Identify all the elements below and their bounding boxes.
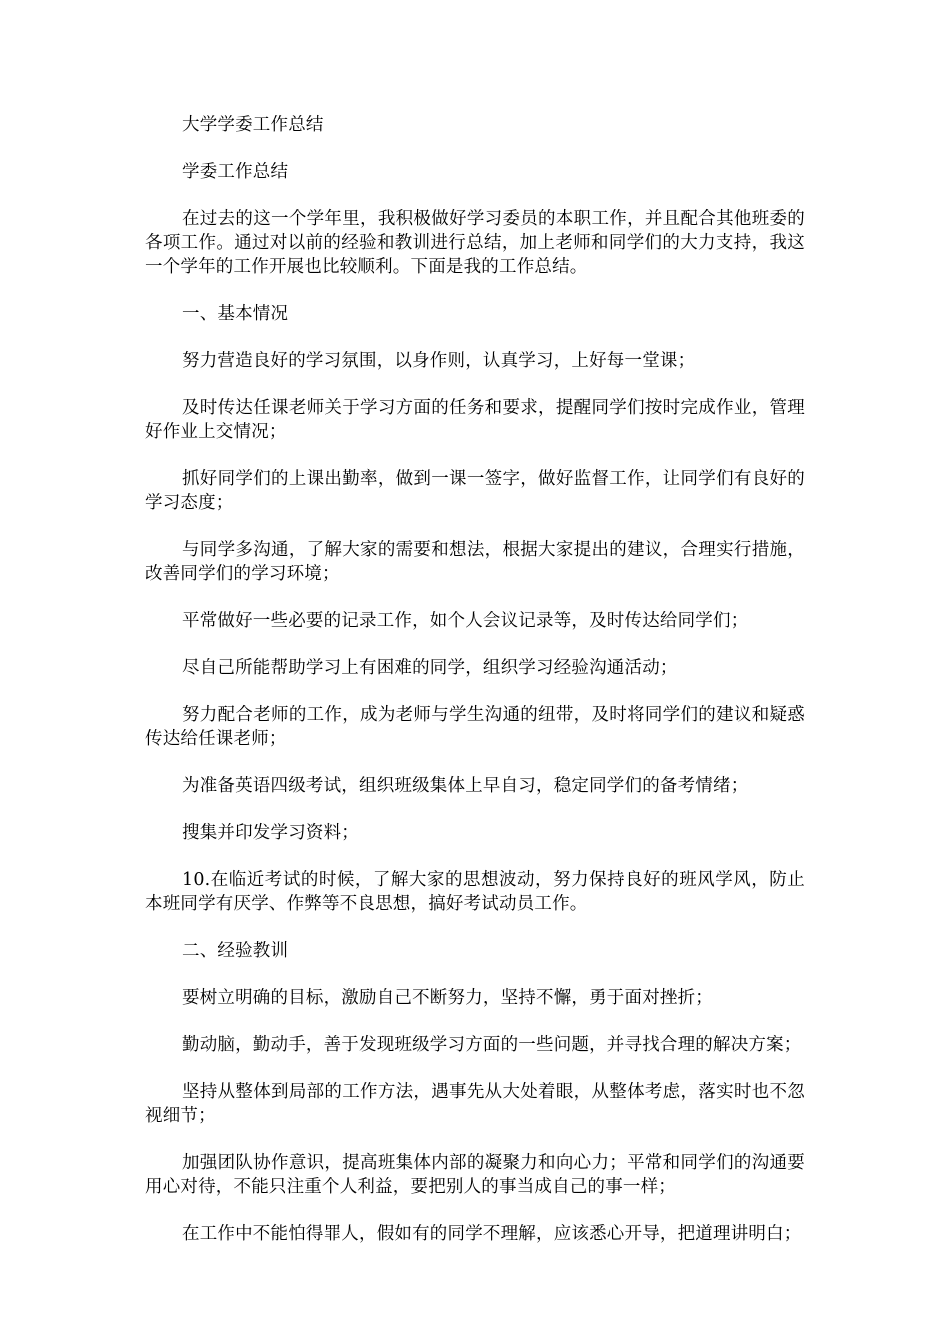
list-item: 要树立明确的目标，激励自己不断努力，坚持不懈，勇于面对挫折； <box>182 988 713 1008</box>
section-heading-basic: 一、基本情况 <box>182 304 289 324</box>
list-item: 勤动脑，勤动手，善于发现班级学习方面的一些问题，并寻找合理的解决方案； <box>182 1035 802 1055</box>
list-item: 抓好同学们的上课出勤率，做到一课一签字，做好监督工作，让同学们有良好的学习态度； <box>145 469 805 513</box>
list-item: 与同学多沟通，了解大家的需要和想法，根据大家提出的建议，合理实行措施，改善同学们的学习环境； <box>145 540 805 584</box>
list-item: 尽自己所能帮助学习上有困难的同学，组织学习经验沟通活动； <box>182 658 678 678</box>
list-item: 在工作中不能怕得罪人，假如有的同学不理解，应该悉心开导，把道理讲明白； <box>182 1224 802 1244</box>
document-body <box>145 113 805 1269</box>
intro-paragraph: 在过去的这一个学年里，我积极做好学习委员的本职工作，并且配合其他班委的各项工作。通过对以前的经验和教训进行总结，加上老师和同学们的大力支持，我这一个学年的工作开展也比较顺利。下面是我的工作总结。 <box>145 209 805 277</box>
list-item: 坚持从整体到局部的工作方法，遇事先从大处着眼，从整体考虑，落实时也不忽视细节； <box>145 1082 805 1126</box>
section-heading-lessons: 二、经验教训 <box>182 941 289 961</box>
document-title: 大学学委工作总结 <box>182 115 324 135</box>
document-subtitle: 学委工作总结 <box>182 162 289 182</box>
list-item: 10.在临近考试的时候，了解大家的思想波动，努力保持良好的班风学风，防止本班同学有厌学、作弊等不良思想，搞好考试动员工作。 <box>145 870 805 914</box>
list-item: 搜集并印发学习资料； <box>182 823 359 843</box>
list-item: 努力配合老师的工作，成为老师与学生沟通的纽带，及时将同学们的建议和疑惑传达给任课老师； <box>145 705 805 749</box>
list-item: 及时传达任课老师关于学习方面的任务和要求，提醒同学们按时完成作业，管理好作业上交情况； <box>145 398 805 442</box>
list-item: 努力营造良好的学习氛围，以身作则，认真学习，上好每一堂课； <box>182 351 696 371</box>
list-item: 平常做好一些必要的记录工作，如个人会议记录等，及时传达给同学们； <box>182 611 749 631</box>
list-item: 加强团队协作意识，提高班集体内部的凝聚力和向心力；平常和同学们的沟通要用心对待，不能只注重个人利益，要把别人的事当成自己的事一样； <box>145 1153 805 1197</box>
list-item: 为准备英语四级考试，组织班级集体上早自习，稳定同学们的备考情绪； <box>182 776 749 796</box>
